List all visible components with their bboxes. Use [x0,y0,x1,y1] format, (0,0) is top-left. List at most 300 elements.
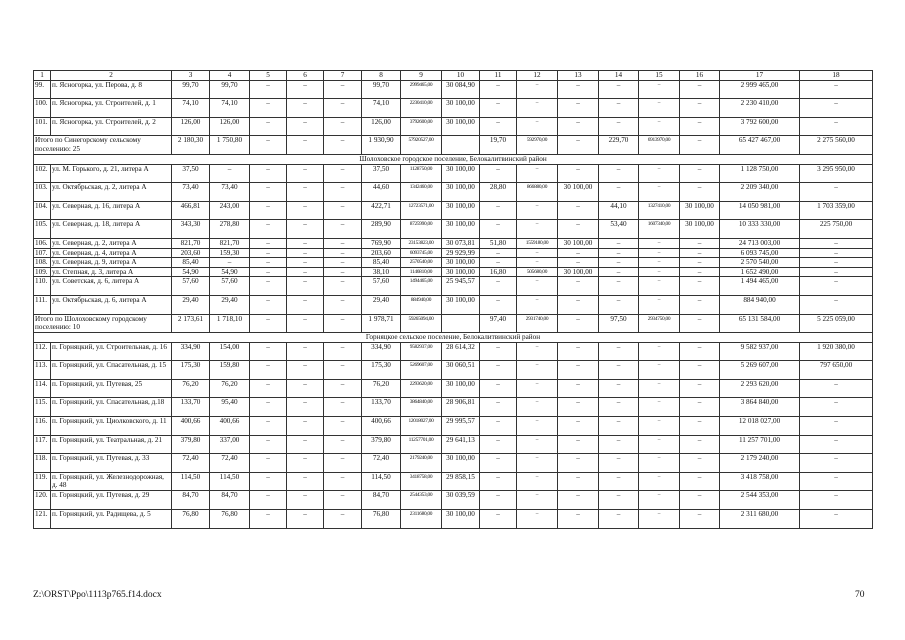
table-cell: 57,60 [362,277,401,296]
table-cell: 72,40 [362,454,401,473]
table-cell: – [480,80,517,99]
address-cell: п. Горняцкий, ул. Путевая, д. 29 [51,491,172,510]
table-cell: – [324,164,362,183]
table-cell: 175,30 [362,361,401,380]
table-row [34,267,873,277]
table-cell: 3 295 950,00 [800,164,873,183]
table-cell: 821,70 [210,238,250,248]
table-cell: 97,40 [480,314,517,333]
table-cell: 133,70 [362,398,401,417]
table-cell: 229,70 [599,136,639,155]
table-cell: 2 570 540,00 [720,258,800,268]
column-number: 12 [517,71,558,81]
table-cell: – [558,99,599,118]
table-cell: 54,90 [172,267,210,277]
table-cell: – [599,342,639,361]
table-cell: – [599,295,639,314]
table-cell: 30 073,81 [442,238,480,248]
table-cell: 84,70 [362,491,401,510]
table-cell: – [324,183,362,202]
table-cell: – [250,314,287,333]
table-cell: 44,10 [599,201,639,220]
address-cell: ул. М. Горького, д. 21, литера А [51,164,172,183]
table-cell: – [250,238,287,248]
table-row [34,342,873,361]
table-cell: 12723571,00 [401,201,442,220]
table-cell: – [480,164,517,183]
table-cell: 379,80 [172,435,210,454]
table-cell: – [480,220,517,239]
table-row [34,295,873,314]
address-cell: ул. Северная, д. 18, литера А [51,220,172,239]
table-cell: – [800,99,873,118]
table-cell: – [558,454,599,473]
table-cell: 2230410,00 [401,99,442,118]
table-cell: 334,90 [362,342,401,361]
table-cell: – [287,277,324,296]
row-number: 109. [34,267,51,277]
table-cell: – [480,201,517,220]
address-cell: ул. Северная, д. 9, литера А [51,258,172,268]
table-cell: 5269607,00 [401,361,442,380]
column-number: 5 [250,71,287,81]
table-cell: – [800,491,873,510]
column-number: 7 [324,71,362,81]
table-cell: 72,40 [210,454,250,473]
table-cell: 1 703 359,00 [800,201,873,220]
table-cell: – [324,342,362,361]
table-cell: – [800,379,873,398]
table-cell: 5 225 059,00 [800,314,873,333]
table-cell: 3864840,00 [401,398,442,417]
table-cell: – [800,183,873,202]
table-cell: 74,10 [210,99,250,118]
table-cell: 2 293 620,00 [720,379,800,398]
table-cell: – [324,201,362,220]
table-cell: – [639,454,680,473]
table-cell: 11 257 701,00 [720,435,800,454]
row-number: 112. [34,342,51,361]
table-cell: – [324,398,362,417]
table-cell: – [517,417,558,436]
address-cell: ул. Степная, д. 3, литера А [51,267,172,277]
column-number: 11 [480,71,517,81]
column-number: 2 [51,71,172,81]
table-cell: 11257701,00 [401,435,442,454]
table-cell: 95,40 [210,398,250,417]
table-cell: 126,00 [210,117,250,136]
table-cell: – [800,80,873,99]
row-number: 118. [34,454,51,473]
table-cell: 73,40 [172,183,210,202]
table-cell: 54,90 [210,267,250,277]
table-cell: – [480,417,517,436]
table-cell: – [287,220,324,239]
address-cell: п. Горняцкий, ул. Путевая, 25 [51,379,172,398]
table-cell: – [558,472,599,491]
table-cell: 2931740,00 [517,314,558,333]
table-cell: – [558,258,599,268]
table-cell: 126,00 [362,117,401,136]
table-cell: – [680,417,720,436]
table-cell: 59265094,00 [401,314,442,333]
table-row [34,472,873,491]
table-cell: 57,60 [172,277,210,296]
table-cell: 30 100,00 [442,164,480,183]
table-cell: – [517,80,558,99]
table-cell: 44,60 [362,183,401,202]
table-cell: – [680,117,720,136]
table-cell: – [480,277,517,296]
table-cell: 30 100,00 [442,201,480,220]
table-cell: 2 209 340,00 [720,183,800,202]
table-cell: – [324,491,362,510]
table-cell: – [558,510,599,529]
table-cell: – [480,99,517,118]
table-cell: – [599,277,639,296]
table-cell: 19,70 [480,136,517,155]
table-cell: – [680,361,720,380]
table-cell: – [558,314,599,333]
table-cell: 30 100,00 [558,183,599,202]
table-cell: 9582937,00 [401,342,442,361]
table-cell: 30 100,00 [442,295,480,314]
column-number: 16 [680,71,720,81]
table-cell: 9 582 937,00 [720,342,800,361]
table-cell: 76,20 [362,379,401,398]
table-cell: – [287,454,324,473]
table-cell: – [517,258,558,268]
row-number: 119. [34,472,51,491]
table-row [34,201,873,220]
table-cell: 2311680,00 [401,510,442,529]
table-row [34,238,873,248]
table-row [34,491,873,510]
table-row [34,258,873,268]
table-cell: – [558,417,599,436]
table-cell: 1146810,00 [401,267,442,277]
table-cell: 76,20 [210,379,250,398]
row-number: 113. [34,361,51,380]
table-cell: – [639,510,680,529]
table-cell: – [517,454,558,473]
table-cell: – [517,361,558,380]
table-cell: – [480,510,517,529]
row-number: 107. [34,248,51,258]
table-cell: 1 978,71 [362,314,401,333]
table-cell: – [680,183,720,202]
table-cell: 30 100,00 [442,183,480,202]
table-cell: 30 100,00 [680,220,720,239]
table-cell: – [680,454,720,473]
table-cell: 23153823,00 [401,238,442,248]
address-cell: ул. Северная, д. 16, литера А [51,201,172,220]
table-cell: 1327410,00 [639,201,680,220]
table-cell: – [639,417,680,436]
table-cell: – [680,267,720,277]
table-cell: 337,00 [210,435,250,454]
table-cell: – [250,472,287,491]
table-cell: 1 750,80 [210,136,250,155]
address-cell: п. Горняцкий, ул. Железнодорожная, д. 48 [51,472,172,491]
table-cell: 30 100,00 [442,220,480,239]
table-cell: – [517,220,558,239]
table-cell: 12 018 027,00 [720,417,800,436]
table-cell: – [287,201,324,220]
address-cell: ул. Советская, д. 6, литера А [51,277,172,296]
table-cell: 3418758,00 [401,472,442,491]
table-cell: – [599,258,639,268]
table-cell: 1559180,00 [517,238,558,248]
table-cell: 99,70 [362,80,401,99]
table-cell: – [639,398,680,417]
table-cell: – [250,277,287,296]
table-cell: – [558,398,599,417]
table-cell: – [558,136,599,155]
table-cell: – [480,295,517,314]
table-cell: 99,70 [210,80,250,99]
table-cell: 84,70 [172,491,210,510]
table-cell: 400,66 [210,417,250,436]
table-cell: 14 050 981,00 [720,201,800,220]
table-cell: 76,80 [172,510,210,529]
table-cell: – [800,277,873,296]
table-cell: 2 173,61 [172,314,210,333]
table-cell: – [287,295,324,314]
column-number: 9 [401,71,442,81]
address-cell: п. Ясногорка, ул. Строителей, д. 1 [51,99,172,118]
address-cell: п. Горняцкий, ул. Радищева, д. 5 [51,510,172,529]
table-cell: – [599,238,639,248]
table-cell: – [599,267,639,277]
table-cell: – [639,491,680,510]
table-cell: – [639,164,680,183]
total-row [34,136,873,155]
table-cell: – [324,258,362,268]
row-number: 101. [34,117,51,136]
table-cell: – [599,379,639,398]
table-cell: – [639,342,680,361]
table-cell: – [558,342,599,361]
column-number: 13 [558,71,599,81]
table-cell: – [517,164,558,183]
column-number: 6 [287,71,324,81]
table-cell: – [558,491,599,510]
table-cell: 3 792 600,00 [720,117,800,136]
table-cell: – [680,277,720,296]
table-cell: 884 940,00 [720,295,800,314]
table-cell: 1128750,00 [401,164,442,183]
table-cell: – [517,117,558,136]
table-cell: 30 100,00 [442,267,480,277]
table-cell: – [800,267,873,277]
table-row [34,361,873,380]
table-cell: 30 100,00 [442,510,480,529]
table-cell [442,136,480,155]
table-cell: – [287,164,324,183]
table-cell: – [250,183,287,202]
table-cell: 2 311 680,00 [720,510,800,529]
address-cell: п. Горняцкий, ул. Театральная, д. 21 [51,435,172,454]
table-cell: 1 494 465,00 [720,277,800,296]
column-number: 8 [362,71,401,81]
table-cell: – [517,248,558,258]
table-cell: – [639,99,680,118]
table-cell: – [800,295,873,314]
table-cell: 76,80 [210,510,250,529]
table-cell: – [680,472,720,491]
table-cell: – [517,379,558,398]
row-number: 106. [34,238,51,248]
table-cell: – [210,164,250,183]
table-cell: – [558,201,599,220]
row-number: 110. [34,277,51,296]
table-row [34,220,873,239]
table-cell: – [250,295,287,314]
table-row [34,510,873,529]
row-number: 108. [34,258,51,268]
table-cell: – [324,510,362,529]
table-cell: – [250,117,287,136]
address-cell: п. Ясногорка, ул. Перова, д. 8 [51,80,172,99]
table-cell: 2 999 465,00 [720,80,800,99]
table-cell: – [250,435,287,454]
table-cell: 30 100,00 [558,238,599,248]
table-cell: – [324,220,362,239]
address-cell: ул. Октябрьская, д. 2, литера А [51,183,172,202]
table-cell: – [250,80,287,99]
table-cell: 159,80 [210,361,250,380]
table-cell: – [558,164,599,183]
table-cell: 1 718,10 [210,314,250,333]
table-cell: – [599,99,639,118]
table-cell: 51,80 [480,238,517,248]
table-cell: 29 995,57 [442,417,480,436]
table-cell: 30 100,00 [442,99,480,118]
table-cell: – [639,267,680,277]
table-cell: – [517,435,558,454]
table-cell: 30 100,00 [442,258,480,268]
table-cell: 65 131 584,00 [720,314,800,333]
table-cell: – [599,491,639,510]
row-number: 100. [34,99,51,118]
header-row [34,71,873,81]
address-cell: ул. Северная, д. 2, литера А [51,238,172,248]
table-cell: 2 230 410,00 [720,99,800,118]
table-cell: – [250,248,287,258]
table-cell: – [324,361,362,380]
table-cell: 1342460,00 [401,183,442,202]
table-cell: 29 929,99 [442,248,480,258]
table-row [34,398,873,417]
table-cell: – [480,379,517,398]
table-cell: 289,90 [362,220,401,239]
row-number: 120. [34,491,51,510]
table-cell: 12018027,00 [401,417,442,436]
table-cell: 769,90 [362,238,401,248]
table-cell: 159,30 [210,248,250,258]
table-cell: – [599,417,639,436]
table-cell: – [480,472,517,491]
table-cell: 884940,00 [401,295,442,314]
table-row [34,417,873,436]
table-cell: – [680,136,720,155]
table-cell: – [558,435,599,454]
table-cell: – [480,398,517,417]
table-cell: 29,40 [172,295,210,314]
table-cell: 6 093 745,00 [720,248,800,258]
table-cell: – [480,491,517,510]
table-cell: – [639,435,680,454]
table-cell: – [639,80,680,99]
table-cell: 114,50 [362,472,401,491]
table-cell: 1 920 380,00 [800,342,873,361]
table-cell: – [480,435,517,454]
table-cell: 76,80 [362,510,401,529]
table-cell: – [639,277,680,296]
table-cell: – [639,238,680,248]
section-header-row [34,333,873,343]
table-cell: 114,50 [210,472,250,491]
table-cell: 57,60 [210,277,250,296]
table-cell: – [639,472,680,491]
table-cell: – [800,248,873,258]
table-cell: – [558,80,599,99]
table-cell: – [800,398,873,417]
table-cell: 37,50 [172,164,210,183]
table-cell: – [250,99,287,118]
column-number: 1 [34,71,51,81]
table-cell: 85,40 [362,258,401,268]
table-cell: 126,00 [172,117,210,136]
column-number: 10 [442,71,480,81]
table-row [34,117,873,136]
table-cell: 74,10 [172,99,210,118]
table-cell: 97,50 [599,314,639,333]
column-number: 14 [599,71,639,81]
table-cell: 28 906,81 [442,398,480,417]
table-cell: 24 713 003,00 [720,238,800,248]
table-cell: 243,00 [210,201,250,220]
file-path: Z:\ORST\Ppo\1113p765.f14.docx [33,590,162,600]
table-cell: 225 750,00 [800,220,873,239]
table-cell: – [680,99,720,118]
row-number: 117. [34,435,51,454]
table-cell: 343,30 [172,220,210,239]
table-body [34,71,873,529]
table-cell: – [599,454,639,473]
table-cell: – [800,510,873,529]
column-number: 15 [639,71,680,81]
table-cell: 2999465,00 [401,80,442,99]
table-cell: – [287,248,324,258]
table-cell: – [599,183,639,202]
table-cell: – [250,136,287,155]
table-cell: – [250,417,287,436]
total-label: Итого по Синегорскому сельскому поселению: 25 [34,136,172,155]
table-cell: – [800,454,873,473]
table-cell: – [324,379,362,398]
table-cell: – [250,342,287,361]
address-cell: ул. Октябрьская, д. 6, литера А [51,295,172,314]
table-cell: – [599,80,639,99]
table-cell: – [480,454,517,473]
table-cell: – [287,314,324,333]
table-cell: – [324,136,362,155]
table-cell: – [680,314,720,333]
row-number: 102. [34,164,51,183]
table-cell: – [517,398,558,417]
